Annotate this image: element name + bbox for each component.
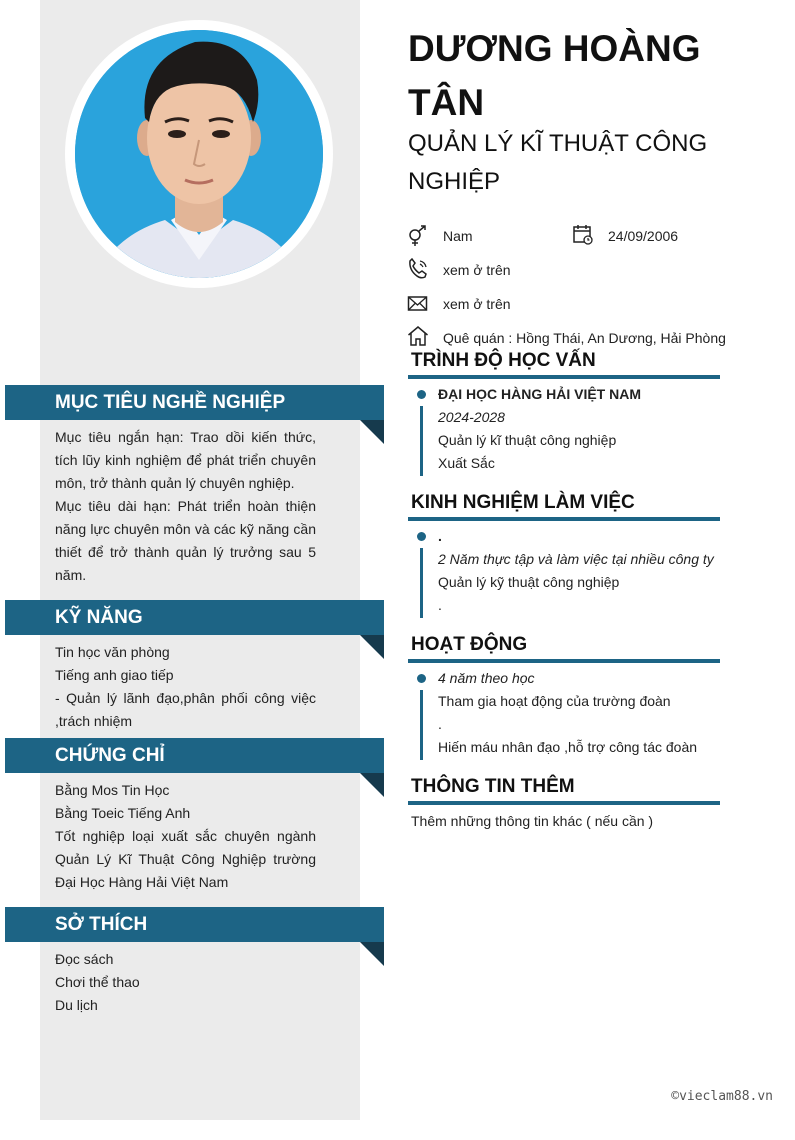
company-name: . xyxy=(438,528,442,544)
section-activities-heading: HOẠT ĐỘNG xyxy=(408,631,720,663)
section-fold-decoration xyxy=(360,420,384,444)
section-experience-heading: KINH NGHIỆM LÀM VIỆC xyxy=(408,489,720,521)
activity-item: . xyxy=(438,716,442,732)
phone-value: xem ở trên xyxy=(443,262,511,278)
hobby-item: Chơi thể thao xyxy=(55,974,140,990)
activity-item: Hiến máu nhân đạo ,hỗ trợ công tác đoàn xyxy=(438,739,698,755)
experience-entry xyxy=(438,525,728,617)
avatar-photo xyxy=(75,30,323,278)
experience-period: 2 Năm thực tập và làm việc tại nhiều công ty xyxy=(438,551,714,567)
education-major: Quản lý kĩ thuật công nghiệp xyxy=(438,432,617,448)
email-value: xem ở trên xyxy=(443,296,511,312)
extra-info-text: Thêm những thông tin khác ( nếu cần ) xyxy=(411,813,654,829)
school-name: ĐẠI HỌC HÀNG HẢI VIỆT NAM xyxy=(438,386,641,402)
skill-item: Tiếng anh giao tiếp xyxy=(55,667,174,683)
birthday-value: 24/09/2006 xyxy=(608,228,679,244)
certificate-item: Bằng Toeic Tiếng Anh xyxy=(55,805,191,821)
avatar-frame xyxy=(65,20,333,288)
education-rank: Xuất Sắc xyxy=(438,455,495,471)
section-fold-decoration xyxy=(360,635,384,659)
timeline-dot xyxy=(417,390,426,399)
activities-entry xyxy=(438,667,728,759)
section-certificates-heading: CHỨNG CHỈ xyxy=(5,738,384,773)
gender-icon xyxy=(407,225,429,247)
phone-icon xyxy=(407,258,429,280)
objective-short-term: Mục tiêu ngắn hạn: Trao dồi kiến thức, tích lũy kinh nghiệm để phát triển chuyên môn, trở thành quản lý chuyên nghiệp. xyxy=(55,429,316,491)
timeline-line xyxy=(420,406,423,476)
skills-list xyxy=(55,641,316,733)
candidate-name: DƯƠNG HOÀNG TÂN xyxy=(408,28,701,123)
education-entry xyxy=(438,383,728,475)
gender-value: Nam xyxy=(443,228,473,244)
timeline-dot xyxy=(417,532,426,541)
certificates-list xyxy=(55,779,316,894)
watermark: ©vieclam88.vn xyxy=(671,1089,773,1104)
avatar xyxy=(75,30,323,278)
timeline-line xyxy=(420,690,423,760)
objective-long-term: Mục tiêu dài hạn: Phát triển hoàn thiện năng lực chuyên môn và các kỹ năng cần thiết để trở thành quản lý trưởng sau 5 năm. xyxy=(55,498,316,583)
objective-text xyxy=(55,426,316,587)
timeline-line xyxy=(420,548,423,618)
hometown-value: Quê quán : Hồng Thái, An Dương, Hải Phòng xyxy=(443,330,726,346)
section-hobbies-heading: SỞ THÍCH xyxy=(5,907,384,942)
email-icon xyxy=(407,293,429,315)
education-period: 2024-2028 xyxy=(438,409,505,425)
hobbies-list xyxy=(55,948,316,1017)
hobby-item: Đọc sách xyxy=(55,951,114,967)
experience-position: Quản lý kỹ thuật công nghiệp xyxy=(438,574,620,590)
section-skills-heading: KỸ NĂNG xyxy=(5,600,384,635)
section-fold-decoration xyxy=(360,773,384,797)
skill-item: - Quản lý lãnh đạo,phân phối công việc ,trách nhiệm xyxy=(55,690,316,729)
certificate-item: Bằng Mos Tin Học xyxy=(55,782,170,798)
hobby-item: Du lịch xyxy=(55,997,98,1013)
section-education-heading: TRÌNH ĐỘ HỌC VẤN xyxy=(408,347,720,379)
certificate-item: Tốt nghiệp loại xuất sắc chuyên ngành Quản Lý Kĩ Thuật Công Nghiệp trường Đại Học Hàng Hải Việt Nam xyxy=(55,828,316,890)
activities-period: 4 năm theo học xyxy=(438,670,535,686)
section-objective-heading: MỤC TIÊU NGHỀ NGHIỆP xyxy=(5,385,384,420)
calendar-icon xyxy=(572,224,594,246)
section-extra-heading: THÔNG TIN THÊM xyxy=(408,773,720,805)
section-fold-decoration xyxy=(360,942,384,966)
activity-item: Tham gia hoạt động của trường đoàn xyxy=(438,693,671,709)
experience-description: . xyxy=(438,597,442,613)
skill-item: Tin học văn phòng xyxy=(55,644,170,660)
candidate-title: QUẢN LÝ KĨ THUẬT CÔNG NGHIỆP xyxy=(408,130,708,195)
home-icon xyxy=(407,325,429,347)
timeline-dot xyxy=(417,674,426,683)
